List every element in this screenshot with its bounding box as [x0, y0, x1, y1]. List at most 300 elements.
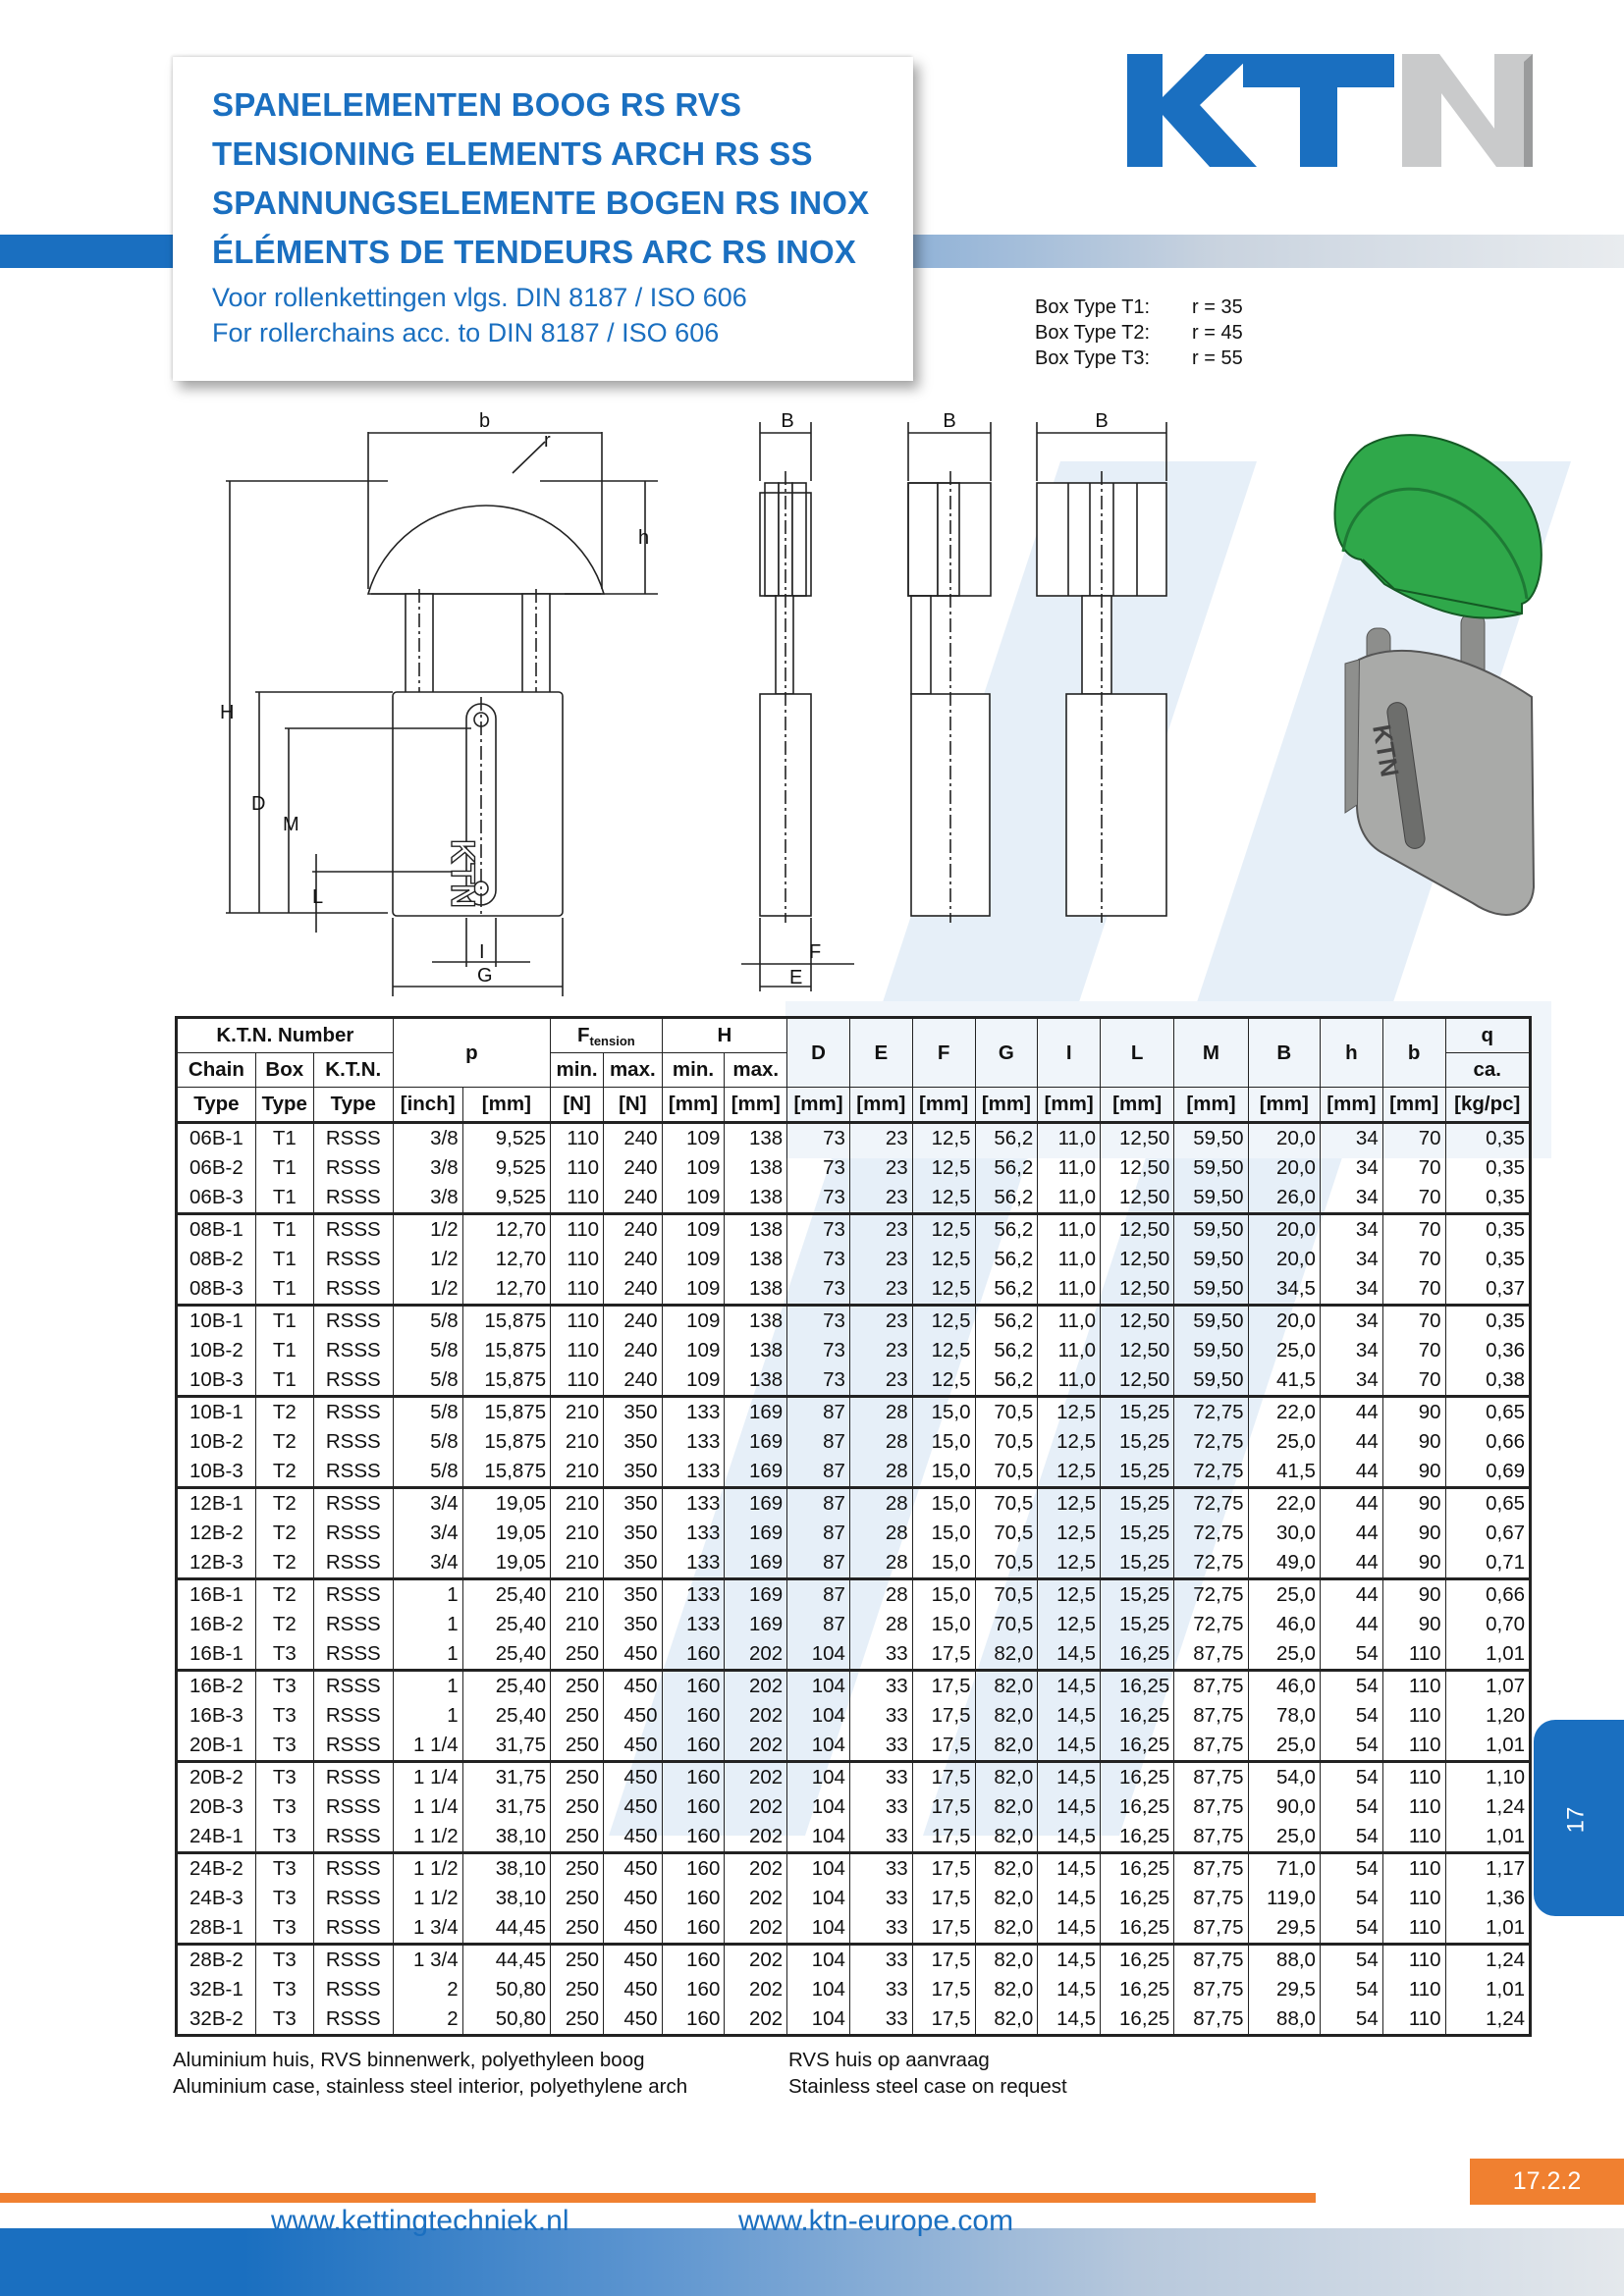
table-cell: 1 [393, 1701, 462, 1731]
table-cell: 240 [604, 1214, 663, 1246]
table-cell: 110 [1382, 1792, 1445, 1822]
table-cell: T3 [255, 1701, 313, 1731]
dim-label-I: I [479, 941, 485, 963]
table-cell: 22,0 [1248, 1488, 1320, 1520]
table-cell: 25,0 [1248, 1822, 1320, 1853]
table-cell: 23 [849, 1153, 912, 1183]
table-cell: 31,75 [462, 1731, 550, 1762]
table-row [177, 1214, 1531, 1246]
dim-label-B1: B [781, 410, 794, 432]
dim-label-B3: B [1095, 410, 1109, 432]
table-row [177, 1701, 1531, 1731]
table-cell: 202 [725, 1822, 787, 1853]
table-cell: 70 [1382, 1306, 1445, 1337]
dim-label-b: b [479, 410, 491, 432]
table-cell: 210 [551, 1579, 604, 1611]
table-cell: 12B-2 [177, 1519, 256, 1548]
table-cell: 110 [1382, 1639, 1445, 1671]
table-cell: 12,5 [1038, 1488, 1101, 1520]
table-cell: 119,0 [1248, 1884, 1320, 1913]
table-cell: 33 [849, 1853, 912, 1885]
table-cell: 14,5 [1038, 1731, 1101, 1762]
table-cell: 90 [1382, 1457, 1445, 1488]
table-cell: 82,0 [975, 1853, 1038, 1885]
table-cell: 20,0 [1248, 1153, 1320, 1183]
table-cell: RSSS [313, 1975, 393, 2004]
table-cell: 11,0 [1038, 1214, 1101, 1246]
table-cell: 104 [787, 1975, 850, 2004]
table-cell: 1,24 [1445, 1792, 1530, 1822]
table-cell: T2 [255, 1427, 313, 1457]
table-cell: 16B-1 [177, 1579, 256, 1611]
table-cell: 110 [551, 1214, 604, 1246]
table-cell: 0,35 [1445, 1306, 1530, 1337]
table-cell: 33 [849, 1671, 912, 1702]
table-cell: 72,75 [1174, 1548, 1248, 1579]
table-cell: 59,50 [1174, 1336, 1248, 1365]
table-cell: 202 [725, 1792, 787, 1822]
table-cell: 72,75 [1174, 1488, 1248, 1520]
table-cell: 1,20 [1445, 1701, 1530, 1731]
table-cell: 73 [787, 1153, 850, 1183]
table-cell: 82,0 [975, 2004, 1038, 2036]
table-header-row-3 [177, 1088, 1531, 1123]
table-cell: 350 [604, 1397, 663, 1428]
table-cell: 104 [787, 1731, 850, 1762]
table-row [177, 1245, 1531, 1274]
table-cell: 73 [787, 1365, 850, 1397]
table-cell: 72,75 [1174, 1397, 1248, 1428]
table-cell: 250 [551, 1701, 604, 1731]
table-cell: 33 [849, 1731, 912, 1762]
table-cell: 250 [551, 1945, 604, 1976]
table-cell: 14,5 [1038, 1945, 1101, 1976]
table-cell: 54 [1320, 2004, 1382, 2036]
table-cell: 87 [787, 1488, 850, 1520]
table-cell: 14,5 [1038, 1913, 1101, 1945]
table-cell: 44 [1320, 1397, 1382, 1428]
table-cell: 70,5 [975, 1427, 1038, 1457]
table-cell: T1 [255, 1123, 313, 1154]
table-cell: 11,0 [1038, 1336, 1101, 1365]
table-cell: 12,5 [1038, 1427, 1101, 1457]
table-cell: RSSS [313, 1579, 393, 1611]
table-cell: 31,75 [462, 1792, 550, 1822]
dim-label-F: F [809, 941, 822, 963]
table-cell: 250 [551, 1853, 604, 1885]
col-D: D [787, 1018, 850, 1088]
table-cell: 87 [787, 1457, 850, 1488]
table-cell: 1,01 [1445, 1913, 1530, 1945]
table-cell: RSSS [313, 1336, 393, 1365]
subtitle-nl: Voor rollenkettingen vlgs. DIN 8187 / ISO 606 [212, 283, 747, 312]
table-cell: 250 [551, 1639, 604, 1671]
table-cell: 109 [662, 1183, 725, 1214]
footer-link-kettingtechniek[interactable]: www.kettingtechniek.nl [271, 2205, 569, 2237]
table-cell: 33 [849, 1701, 912, 1731]
unit-header-cell: [N] [551, 1088, 604, 1123]
table-cell: 12,50 [1101, 1245, 1174, 1274]
unit-header-cell: [mm] [1320, 1088, 1382, 1123]
table-cell: 240 [604, 1153, 663, 1183]
table-cell: 12,5 [1038, 1579, 1101, 1611]
table-cell: 70 [1382, 1123, 1445, 1154]
table-cell: 1/2 [393, 1214, 462, 1246]
table-cell: 202 [725, 1731, 787, 1762]
table-cell: 1 1/4 [393, 1762, 462, 1793]
table-cell: 5/8 [393, 1336, 462, 1365]
table-cell: 1 1/2 [393, 1822, 462, 1853]
table-cell: 240 [604, 1306, 663, 1337]
dim-label-B2: B [943, 410, 956, 432]
table-cell: 12,5 [1038, 1397, 1101, 1428]
table-cell: 450 [604, 1853, 663, 1885]
title-nl: SPANELEMENTEN BOOG RS RVS [212, 86, 742, 123]
table-cell: 0,35 [1445, 1214, 1530, 1246]
unit-header-cell: [mm] [975, 1088, 1038, 1123]
table-cell: 70 [1382, 1245, 1445, 1274]
chapter-number: 17 [1562, 1806, 1590, 1834]
table-cell: T2 [255, 1397, 313, 1428]
table-cell: 15,25 [1101, 1610, 1174, 1639]
table-cell: 250 [551, 1913, 604, 1945]
table-cell: 450 [604, 1792, 663, 1822]
table-cell: 138 [725, 1336, 787, 1365]
table-cell: RSSS [313, 1457, 393, 1488]
table-cell: 210 [551, 1488, 604, 1520]
table-cell: 19,05 [462, 1519, 550, 1548]
note-left-en: Aluminium case, stainless steel interior, polyethylene arch [173, 2075, 688, 2098]
table-cell: RSSS [313, 2004, 393, 2036]
table-cell: 109 [662, 1306, 725, 1337]
table-cell: 90,0 [1248, 1792, 1320, 1822]
table-cell: 44 [1320, 1427, 1382, 1457]
table-cell: 10B-1 [177, 1397, 256, 1428]
table-cell: 450 [604, 1701, 663, 1731]
table-cell: 16,25 [1101, 1822, 1174, 1853]
product-render [1334, 435, 1541, 915]
table-row [177, 1183, 1531, 1214]
table-cell: 14,5 [1038, 1822, 1101, 1853]
table-cell: 210 [551, 1519, 604, 1548]
table-cell: 87 [787, 1427, 850, 1457]
table-cell: 87 [787, 1579, 850, 1611]
table-cell: 17,5 [912, 1639, 975, 1671]
table-cell: 70,5 [975, 1610, 1038, 1639]
col-E: E [849, 1018, 912, 1088]
dim-label-r: r [544, 430, 551, 452]
table-cell: 110 [551, 1245, 604, 1274]
table-cell: 44,45 [462, 1913, 550, 1945]
table-cell: 12,50 [1101, 1274, 1174, 1306]
table-cell: 110 [1382, 1884, 1445, 1913]
table-cell: 87 [787, 1397, 850, 1428]
table-cell: 87 [787, 1610, 850, 1639]
table-cell: RSSS [313, 1945, 393, 1976]
table-cell: 138 [725, 1306, 787, 1337]
table-cell: 104 [787, 1701, 850, 1731]
table-cell: 450 [604, 1731, 663, 1762]
table-cell: T3 [255, 2004, 313, 2036]
table-cell: 15,0 [912, 1397, 975, 1428]
table-cell: 72,75 [1174, 1579, 1248, 1611]
table-cell: T3 [255, 1731, 313, 1762]
table-cell: 202 [725, 1945, 787, 1976]
table-cell: 1 1/2 [393, 1884, 462, 1913]
table-cell: 160 [662, 1853, 725, 1885]
table-cell: 59,50 [1174, 1365, 1248, 1397]
table-cell: 38,10 [462, 1853, 550, 1885]
table-cell: 30,0 [1248, 1519, 1320, 1548]
table-cell: 160 [662, 1639, 725, 1671]
table-cell: 50,80 [462, 1975, 550, 2004]
table-cell: 59,50 [1174, 1214, 1248, 1246]
table-cell: 15,0 [912, 1488, 975, 1520]
col-h-max: max. [725, 1053, 787, 1088]
table-cell: 82,0 [975, 1884, 1038, 1913]
table-cell: 9,525 [462, 1123, 550, 1154]
table-cell: RSSS [313, 1913, 393, 1945]
table-cell: 46,0 [1248, 1671, 1320, 1702]
table-header-row-1 [177, 1018, 1531, 1053]
unit-header-cell: [mm] [787, 1088, 850, 1123]
table-cell: 1 [393, 1610, 462, 1639]
table-cell: 25,40 [462, 1671, 550, 1702]
table-cell: 24B-2 [177, 1853, 256, 1885]
table-cell: 110 [1382, 1671, 1445, 1702]
table-cell: 17,5 [912, 1671, 975, 1702]
table-cell: 1 [393, 1579, 462, 1611]
table-cell: 0,66 [1445, 1579, 1530, 1611]
table-cell: 87 [787, 1548, 850, 1579]
table-cell: 54 [1320, 1884, 1382, 1913]
table-cell: 5/8 [393, 1365, 462, 1397]
table-cell: T1 [255, 1274, 313, 1306]
unit-header-cell: [mm] [1382, 1088, 1445, 1123]
table-cell: 15,0 [912, 1610, 975, 1639]
table-cell: 12,70 [462, 1214, 550, 1246]
table-cell: 17,5 [912, 1701, 975, 1731]
table-cell: 5/8 [393, 1306, 462, 1337]
table-cell: RSSS [313, 1306, 393, 1337]
table-cell: 1,07 [1445, 1671, 1530, 1702]
table-cell: 14,5 [1038, 1762, 1101, 1793]
table-cell: 1 3/4 [393, 1945, 462, 1976]
notes-left [173, 2047, 687, 2100]
table-cell: 06B-3 [177, 1183, 256, 1214]
footer-link-ktn-europe[interactable]: www.ktn-europe.com [738, 2205, 1014, 2237]
table-cell: 0,35 [1445, 1153, 1530, 1183]
table-cell: 210 [551, 1457, 604, 1488]
table-cell: 16,25 [1101, 1913, 1174, 1945]
table-cell: 15,875 [462, 1397, 550, 1428]
table-cell: 46,0 [1248, 1610, 1320, 1639]
table-cell: 41,5 [1248, 1365, 1320, 1397]
table-cell: 70 [1382, 1365, 1445, 1397]
table-cell: 109 [662, 1153, 725, 1183]
table-cell: 54 [1320, 1792, 1382, 1822]
table-cell: T1 [255, 1306, 313, 1337]
table-cell: 110 [1382, 1731, 1445, 1762]
table-cell: 0,37 [1445, 1274, 1530, 1306]
table-cell: 11,0 [1038, 1183, 1101, 1214]
table-cell: 133 [662, 1610, 725, 1639]
table-cell: 109 [662, 1274, 725, 1306]
table-cell: RSSS [313, 1610, 393, 1639]
table-cell: 0,38 [1445, 1365, 1530, 1397]
table-cell: 15,25 [1101, 1548, 1174, 1579]
table-cell: 1/2 [393, 1274, 462, 1306]
table-cell: 2 [393, 1975, 462, 2004]
table-cell: 0,65 [1445, 1488, 1530, 1520]
table-cell: 12,5 [912, 1306, 975, 1337]
table-cell: T2 [255, 1610, 313, 1639]
table-row [177, 1488, 1531, 1520]
table-cell: 73 [787, 1245, 850, 1274]
table-cell: 20B-1 [177, 1731, 256, 1762]
table-cell: 104 [787, 1762, 850, 1793]
table-cell: T3 [255, 1945, 313, 1976]
table-cell: 70 [1382, 1274, 1445, 1306]
table-cell: 90 [1382, 1548, 1445, 1579]
table-cell: RSSS [313, 1274, 393, 1306]
table-cell: 50,80 [462, 2004, 550, 2036]
table-cell: 160 [662, 2004, 725, 2036]
table-cell: 14,5 [1038, 1853, 1101, 1885]
table-cell: 70,5 [975, 1488, 1038, 1520]
render-engraving-text: KTN [1367, 721, 1405, 779]
table-cell: 54 [1320, 1639, 1382, 1671]
table-cell: 28 [849, 1488, 912, 1520]
table-cell: 34 [1320, 1336, 1382, 1365]
table-cell: 109 [662, 1245, 725, 1274]
table-cell: 350 [604, 1427, 663, 1457]
table-cell: 2 [393, 2004, 462, 2036]
table-cell: 160 [662, 1975, 725, 2004]
table-cell: 160 [662, 1731, 725, 1762]
col-ktn-number: K.T.N. Number [177, 1018, 394, 1053]
table-cell: 160 [662, 1822, 725, 1853]
table-cell: RSSS [313, 1884, 393, 1913]
table-cell: 3/4 [393, 1548, 462, 1579]
table-cell: 25,40 [462, 1610, 550, 1639]
table-cell: 12,5 [912, 1183, 975, 1214]
table-cell: 15,0 [912, 1519, 975, 1548]
table-cell: 25,0 [1248, 1731, 1320, 1762]
table-cell: 44,45 [462, 1945, 550, 1976]
table-cell: 82,0 [975, 1822, 1038, 1853]
table-cell: 54 [1320, 1671, 1382, 1702]
table-cell: 88,0 [1248, 2004, 1320, 2036]
unit-header-cell: [N] [604, 1088, 663, 1123]
table-cell: 44 [1320, 1488, 1382, 1520]
table-cell: 109 [662, 1336, 725, 1365]
table-cell: 54 [1320, 1975, 1382, 2004]
table-cell: 56,2 [975, 1183, 1038, 1214]
table-cell: T1 [255, 1153, 313, 1183]
table-cell: T3 [255, 1762, 313, 1793]
table-cell: 72,75 [1174, 1427, 1248, 1457]
table-cell: 90 [1382, 1427, 1445, 1457]
table-cell: 160 [662, 1671, 725, 1702]
table-cell: 202 [725, 2004, 787, 2036]
table-cell: 15,25 [1101, 1397, 1174, 1428]
table-cell: 23 [849, 1245, 912, 1274]
table-row [177, 1975, 1531, 2004]
table-cell: 15,875 [462, 1306, 550, 1337]
table-cell: 29,5 [1248, 1913, 1320, 1945]
table-cell: 202 [725, 1975, 787, 2004]
table-cell: 133 [662, 1519, 725, 1548]
table-cell: 20,0 [1248, 1306, 1320, 1337]
dim-label-D: D [251, 793, 266, 815]
col-G: G [975, 1018, 1038, 1088]
table-cell: 1,01 [1445, 1975, 1530, 2004]
table-cell: 160 [662, 1792, 725, 1822]
col-q: q [1445, 1018, 1530, 1053]
table-cell: 10B-2 [177, 1336, 256, 1365]
table-cell: 87,75 [1174, 2004, 1248, 2036]
col-L: L [1101, 1018, 1174, 1088]
table-cell: 15,0 [912, 1457, 975, 1488]
table-cell: 71,0 [1248, 1853, 1320, 1885]
table-row [177, 1639, 1531, 1671]
col-b: b [1382, 1018, 1445, 1088]
table-cell: T3 [255, 1639, 313, 1671]
table-cell: 15,25 [1101, 1427, 1174, 1457]
table-cell: 169 [725, 1548, 787, 1579]
table-cell: 72,75 [1174, 1610, 1248, 1639]
table-cell: 110 [551, 1365, 604, 1397]
table-cell: 104 [787, 1945, 850, 1976]
table-cell: 240 [604, 1365, 663, 1397]
table-cell: 82,0 [975, 1792, 1038, 1822]
table-cell: 70 [1382, 1336, 1445, 1365]
table-cell: 33 [849, 1639, 912, 1671]
table-cell: 12,5 [912, 1245, 975, 1274]
table-row [177, 1731, 1531, 1762]
table-cell: 15,0 [912, 1579, 975, 1611]
box-type-t1: Box Type T1: r = 35 [1035, 296, 1243, 318]
unit-header-cell: [mm] [849, 1088, 912, 1123]
table-cell: 16,25 [1101, 1639, 1174, 1671]
table-cell: 350 [604, 1488, 663, 1520]
footer-band [0, 2228, 1624, 2296]
dim-label-L: L [312, 886, 324, 908]
col-f-max: max. [604, 1053, 663, 1088]
table-cell: 240 [604, 1336, 663, 1365]
table-cell: 11,0 [1038, 1153, 1101, 1183]
table-cell: 0,67 [1445, 1519, 1530, 1548]
table-row [177, 1913, 1531, 1945]
table-cell: 16B-2 [177, 1610, 256, 1639]
table-cell: 9,525 [462, 1183, 550, 1214]
table-cell: 3/8 [393, 1123, 462, 1154]
table-cell: 33 [849, 1762, 912, 1793]
table-cell: 1 [393, 1671, 462, 1702]
col-q-ca: ca. [1445, 1053, 1530, 1088]
table-cell: 250 [551, 2004, 604, 2036]
table-cell: 450 [604, 1975, 663, 2004]
table-cell: 32B-2 [177, 2004, 256, 2036]
table-cell: 5/8 [393, 1427, 462, 1457]
table-cell: T1 [255, 1336, 313, 1365]
table-cell: 15,875 [462, 1365, 550, 1397]
table-cell: 169 [725, 1397, 787, 1428]
table-cell: 104 [787, 1884, 850, 1913]
table-cell: 1 3/4 [393, 1913, 462, 1945]
table-cell: 33 [849, 1792, 912, 1822]
